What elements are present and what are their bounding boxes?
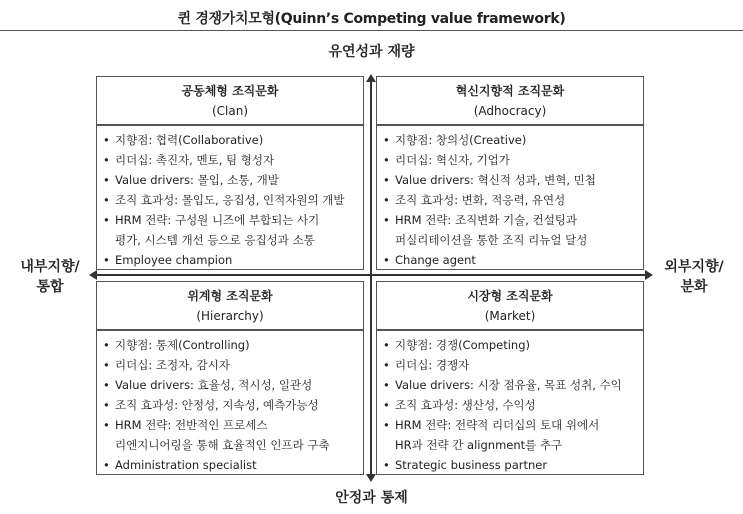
hierarchy-title: 위계형 조직문화 xyxy=(187,289,273,303)
title-divider xyxy=(0,30,743,31)
axis-label-external-line2: 분화 xyxy=(680,279,708,295)
hierarchy-header-box xyxy=(96,281,364,330)
list-item: • Employee champion xyxy=(103,250,359,270)
list-item: • 리더십: 촉진자, 멘토, 팀 형성자 xyxy=(103,150,359,170)
market-detail-box xyxy=(376,330,644,475)
list-item: • Strategic business partner xyxy=(383,455,639,475)
list-item: • HRM 전략: 구성원 니즈에 부합되는 사기 xyxy=(103,210,359,230)
list-item-continuation: 리엔지니어링을 통해 효율적인 인프라 구축 xyxy=(115,438,330,452)
list-item: • 조직 효과성: 생산성, 수익성 xyxy=(383,395,639,415)
list-item-continuation: 평가, 시스템 개선 등으로 응집성과 소통 xyxy=(115,233,315,247)
list-item: • 지향점: 통제(Controlling) xyxy=(103,335,359,355)
list-item-continuation: 퍼실리테이션을 통한 조직 리뉴얼 달성 xyxy=(395,233,588,247)
list-item: • 조직 효과성: 몰입도, 응집성, 인적자원의 개발 xyxy=(103,190,359,210)
list-item: • Value drivers: 시장 점유율, 목표 성취, 수익 xyxy=(383,375,639,395)
list-item: • Change agent xyxy=(383,250,639,270)
adhocracy-list xyxy=(377,126,643,270)
list-item: • HRM 전략: 전반적인 프로세스 xyxy=(103,415,359,435)
axis-label-external-line1: 외부지향/ xyxy=(664,259,724,275)
list-item: • HRM 전략: 전략적 리더십의 토대 위에서 xyxy=(383,415,639,435)
clan-subtitle: (Clan) xyxy=(211,104,249,118)
list-item: • 리더십: 경쟁자 xyxy=(383,355,639,375)
list-item: • HRM 전략: 조직변화 기술, 컨설팅과 xyxy=(383,210,639,230)
horizontal-axis-line xyxy=(95,274,647,276)
list-item: • 지향점: 협력(Collaborative) xyxy=(103,130,359,150)
list-item: • Value drivers: 몰입, 소통, 개발 xyxy=(103,170,359,190)
hierarchy-detail-box xyxy=(96,330,364,475)
list-item: • Administration specialist xyxy=(103,455,359,475)
list-item: • 조직 효과성: 변화, 적응력, 유연성 xyxy=(383,190,639,210)
vertical-axis-line xyxy=(370,80,372,476)
axis-label-stability: 안정과 통제 xyxy=(335,490,408,506)
list-item: • 지향점: 창의성(Creative) xyxy=(383,130,639,150)
list-item: • 리더십: 혁신자, 기업가 xyxy=(383,150,639,170)
list-item: • Value drivers: 혁신적 성과, 변혁, 민첩 xyxy=(383,170,639,190)
adhocracy-header-box xyxy=(376,76,644,125)
hierarchy-list xyxy=(97,331,363,475)
clan-header-box xyxy=(96,76,364,125)
list-item: • 조직 효과성: 안정성, 지속성, 예측가능성 xyxy=(103,395,359,415)
clan-detail-box xyxy=(96,125,364,270)
adhocracy-title: 혁신지향적 조직문화 xyxy=(455,84,565,98)
market-header-box xyxy=(376,281,644,330)
axis-label-flexibility: 유연성과 재량 xyxy=(328,44,415,60)
adhocracy-subtitle: (Adhocracy) xyxy=(473,104,547,118)
axis-label-internal-line1: 내부지향/ xyxy=(20,259,80,275)
market-title: 시장형 조직문화 xyxy=(467,289,553,303)
diagram-title: 퀸 경쟁가치모형(Quinn’s Competing value framework) xyxy=(177,11,566,27)
arrow-up-icon xyxy=(366,74,376,82)
list-item: • 지향점: 경쟁(Competing) xyxy=(383,335,639,355)
axis-label-external xyxy=(648,257,740,297)
list-item: • Value drivers: 효율성, 적시성, 일관성 xyxy=(103,375,359,395)
hierarchy-subtitle: (Hierarchy) xyxy=(196,309,264,323)
axis-label-internal xyxy=(4,257,96,297)
axis-label-internal-line2: 통합 xyxy=(36,279,64,295)
clan-list xyxy=(97,126,363,270)
arrow-down-icon xyxy=(366,474,376,482)
market-list xyxy=(377,331,643,475)
arrow-right-icon xyxy=(645,270,653,280)
list-item-continuation: HR과 전략 간 alignment를 추구 xyxy=(395,438,563,452)
market-subtitle: (Market) xyxy=(484,309,536,323)
clan-title: 공동체형 조직문화 xyxy=(181,84,279,98)
adhocracy-detail-box xyxy=(376,125,644,270)
list-item: • 리더십: 조정자, 감시자 xyxy=(103,355,359,375)
arrow-left-icon xyxy=(89,270,97,280)
